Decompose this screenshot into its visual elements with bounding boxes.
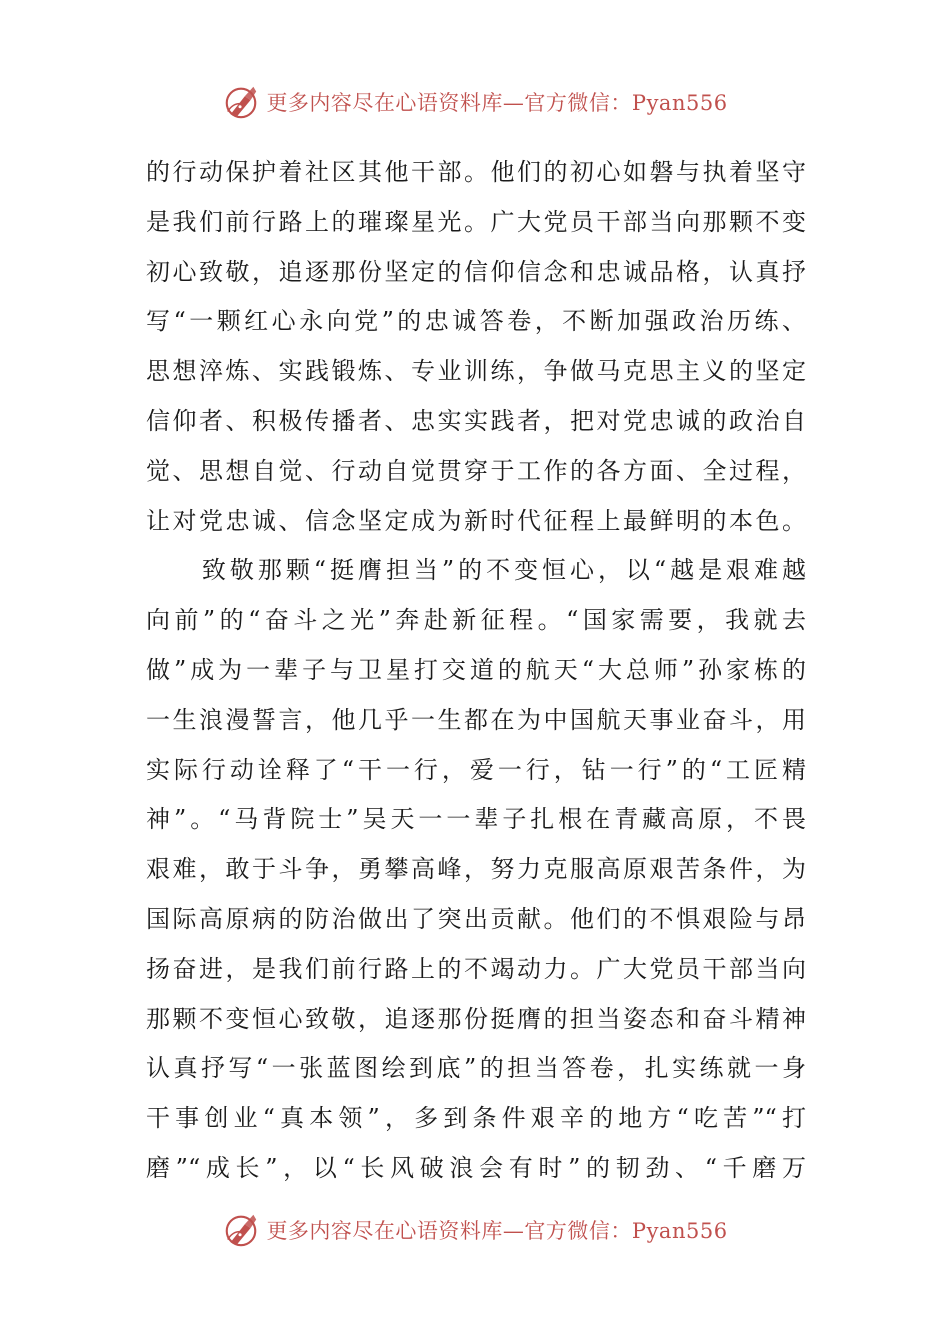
footer-banner-text: 更多内容尽在心语资料库—官方微信：Pyan556 [266, 1219, 728, 1243]
header-banner [0, 80, 950, 124]
body-line: 信仰者、积极传播者、忠实实践者，把对党忠诚的政治自 [146, 406, 806, 435]
document-body [146, 148, 806, 1194]
pen-nib-logo-icon [222, 83, 260, 121]
footer-banner [0, 1208, 950, 1252]
body-line: 思想淬炼、实践锻炼、专业训练，争做马克思主义的坚定 [146, 357, 806, 386]
body-line: 艰难，敢于斗争，勇攀高峰，努力克服高原艰苦条件，为 [146, 855, 806, 884]
body-line: 扬奋进，是我们前行路上的不竭动力。广大党员干部当向 [146, 954, 806, 983]
header-banner-text: 更多内容尽在心语资料库—官方微信：Pyan556 [266, 91, 728, 115]
body-line: 是我们前行路上的璀璨星光。广大党员干部当向那颗不变 [146, 207, 806, 236]
body-line: 致敬那颗“挺膺担当”的不变恒心，以“越是艰难越 [146, 556, 806, 585]
body-line: 磨”“成长”，以“长风破浪会有时”的韧劲、“千磨万 [146, 1153, 806, 1182]
body-line: 干事创业“真本领”，多到条件艰辛的地方“吃苦”“打 [146, 1104, 806, 1133]
body-line: 认真抒写“一张蓝图绘到底”的担当答卷，扎实练就一身 [146, 1054, 806, 1083]
pen-nib-logo-icon [222, 1211, 260, 1249]
body-line: 国际高原病的防治做出了突出贡献。他们的不惧艰险与昂 [146, 904, 806, 933]
body-line: 觉、思想自觉、行动自觉贯穿于工作的各方面、全过程， [146, 456, 806, 485]
body-line: 让对党忠诚、信念坚定成为新时代征程上最鲜明的本色。 [146, 506, 806, 535]
body-line: 初心致敬，追逐那份坚定的信仰信念和忠诚品格，认真抒 [146, 257, 806, 286]
body-line: 实际行动诠释了“干一行，爱一行，钻一行”的“工匠精 [146, 755, 806, 784]
body-line: 的行动保护着社区其他干部。他们的初心如磐与执着坚守 [146, 158, 806, 186]
body-line: 一生浪漫誓言，他几乎一生都在为中国航天事业奋斗，用 [146, 705, 806, 734]
body-line: 那颗不变恒心致敬，追逐那份挺膺的担当姿态和奋斗精神 [146, 1004, 806, 1033]
body-line: 写“一颗红心永向党”的忠诚答卷，不断加强政治历练、 [146, 307, 806, 336]
body-line: 神”。“马背院士”吴天一一辈子扎根在青藏高原，不畏 [146, 805, 806, 834]
body-line: 做”成为一辈子与卫星打交道的航天“大总师”孙家栋的 [146, 655, 806, 684]
body-line: 向前”的“奋斗之光”奔赴新征程。“国家需要，我就去 [146, 606, 806, 635]
